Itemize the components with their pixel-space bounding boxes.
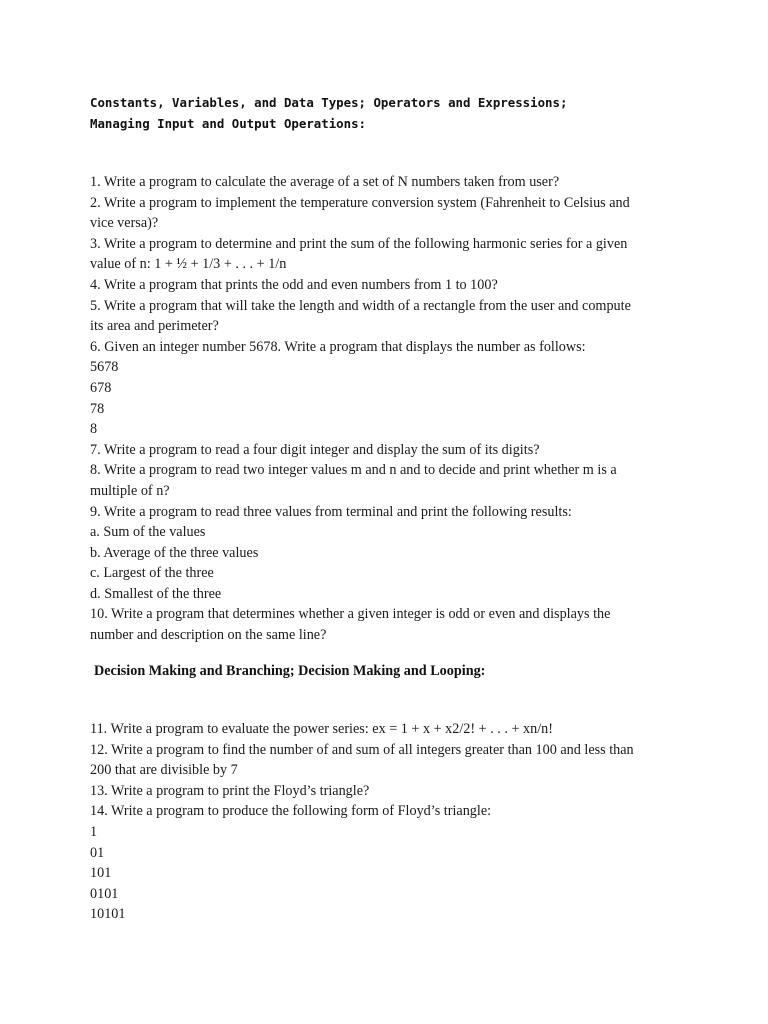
text-line: 3. Write a program to determine and print the sum of the following harmonic series for a given — [90, 235, 628, 252]
text-line: a. Sum of the values — [90, 524, 206, 541]
question-list-section-1 — [90, 172, 680, 646]
section-heading-line-2: Managing Input and Output Operations: — [90, 116, 367, 131]
text-line: 1 — [90, 823, 98, 840]
text-line: 101 — [90, 865, 112, 882]
text-line: 678 — [90, 379, 112, 396]
text-line: 2. Write a program to implement the temperature conversion system (Fahrenheit to Celsius and — [90, 194, 630, 211]
text-line: value of n: 1 + ½ + 1/3 + . . . + 1/n — [90, 256, 287, 273]
text-line: 6. Given an integer number 5678. Write a program that displays the number as follows: — [90, 338, 586, 355]
text-line: 13. Write a program to print the Floyd’s triangle? — [90, 782, 370, 799]
text-line: 4. Write a program that prints the odd and even numbers from 1 to 100? — [90, 276, 498, 293]
text-line: 10. Write a program that determines whether a given integer is odd or even and displays the — [90, 606, 611, 623]
text-line: 78 — [90, 400, 105, 417]
text-line: vice versa)? — [90, 215, 159, 232]
text-line: 8. Write a program to read two integer values m and n and to decide and print whether m is a — [90, 462, 617, 479]
text-line: 9. Write a program to read three values from terminal and print the following results: — [90, 503, 572, 520]
text-line: 12. Write a program to find the number of and sum of all integers greater than 100 and less than — [90, 741, 634, 758]
text-line: 10101 — [90, 906, 126, 923]
text-line: 0101 — [90, 885, 119, 902]
section-heading-line-1: Constants, Variables, and Data Types; Operators and Expressions; — [90, 95, 568, 110]
text-line: 01 — [90, 844, 105, 861]
text-line: 8 — [90, 421, 98, 438]
text-line: its area and perimeter? — [90, 318, 219, 335]
text-line: number and description on the same line? — [90, 627, 327, 644]
text-line: 200 that are divisible by 7 — [90, 762, 238, 779]
section-heading-decision-making: Decision Making and Branching; Decision Making and Looping: — [94, 663, 486, 679]
text-line: 1. Write a program to calculate the average of a set of N numbers taken from user? — [90, 174, 560, 190]
section-heading-constants — [90, 92, 710, 134]
text-line: 5678 — [90, 359, 119, 376]
text-line: 5. Write a program that will take the length and width of a rectangle from the user and compute — [90, 297, 631, 314]
text-line: 11. Write a program to evaluate the power series: ex = 1 + x + x2/2! + . . . + xn/n! — [90, 721, 553, 737]
text-line: b. Average of the three values — [90, 544, 259, 561]
text-line: 14. Write a program to produce the following form of Floyd’s triangle: — [90, 803, 492, 820]
text-line: d. Smallest of the three — [90, 585, 222, 602]
text-line: 7. Write a program to read a four digit integer and display the sum of its digits? — [90, 441, 540, 458]
text-line: multiple of n? — [90, 482, 170, 499]
text-line: c. Largest of the three — [90, 565, 214, 582]
question-list-section-2 — [90, 719, 680, 925]
